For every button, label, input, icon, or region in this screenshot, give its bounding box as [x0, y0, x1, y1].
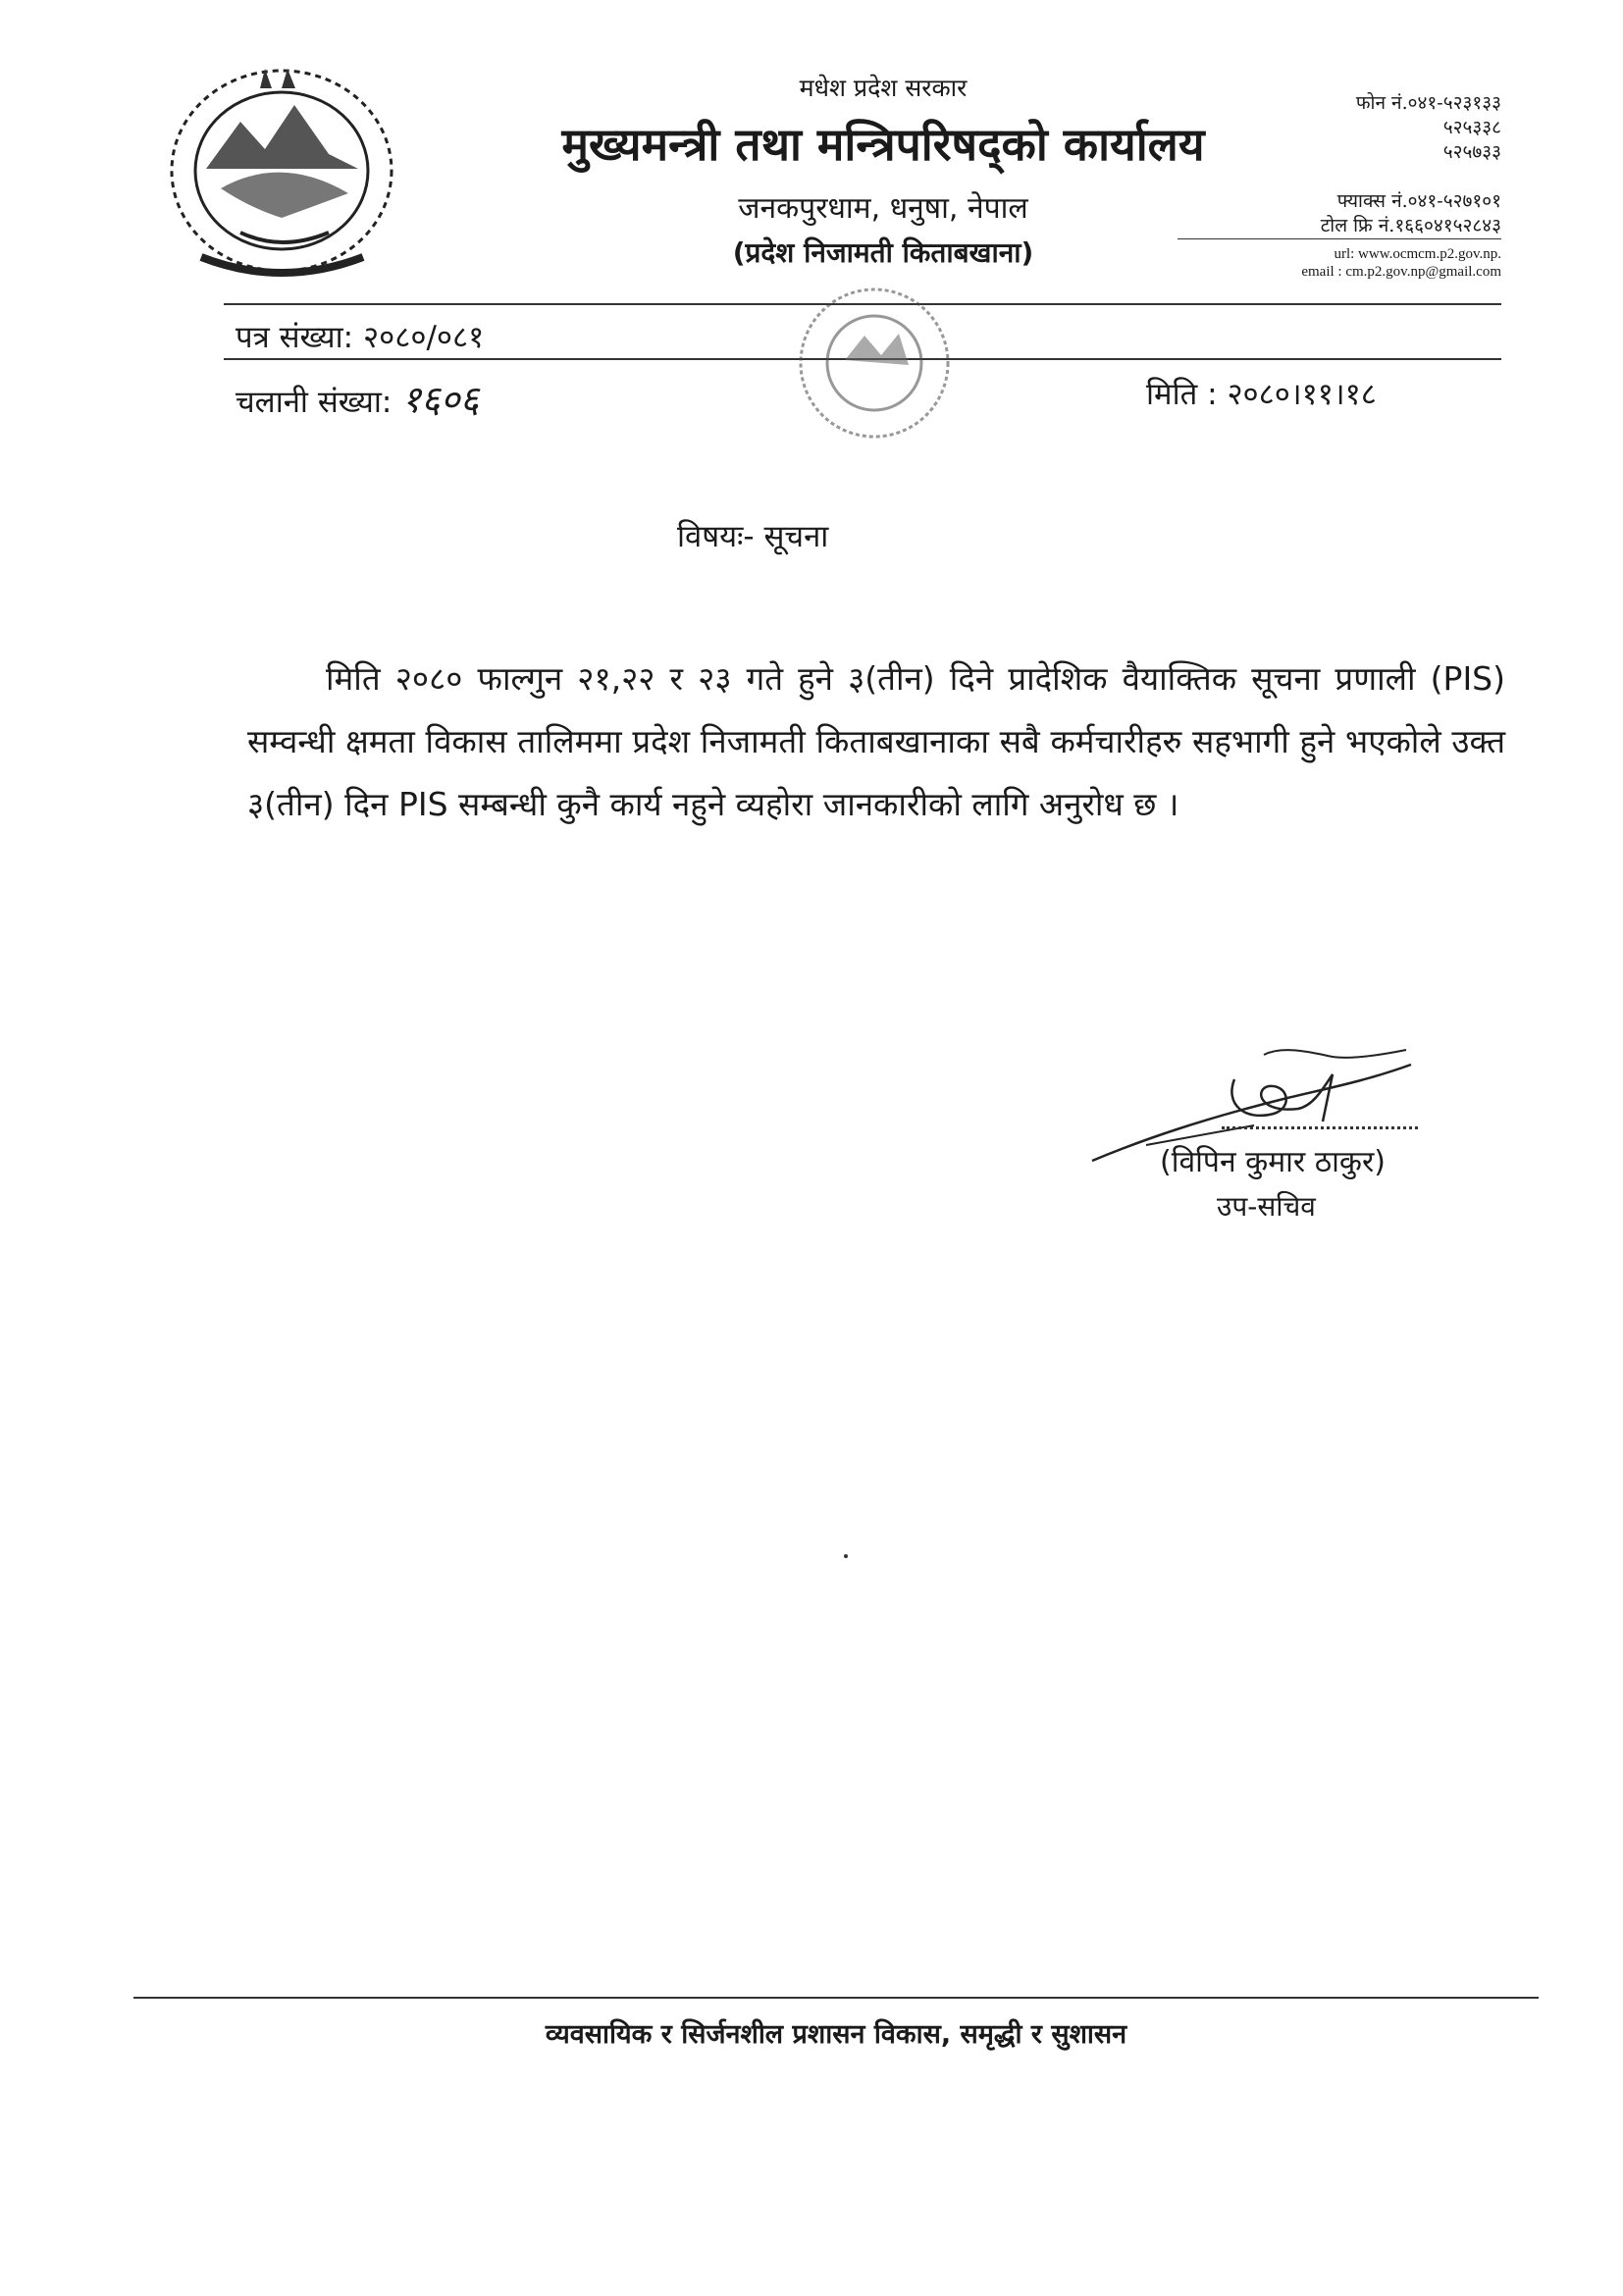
date-label: मिति : — [1146, 377, 1218, 412]
dispatch-number — [236, 373, 479, 424]
contact-block — [1178, 91, 1501, 281]
office-seal-stamp — [791, 277, 958, 448]
footer-divider — [133, 1997, 1539, 1999]
subject-line: विषयः- सूचना — [677, 519, 829, 554]
phone-number: ५२५७३३ — [1442, 141, 1501, 163]
scan-speck — [844, 1554, 848, 1558]
toll-free-number: टोल फ्रि नं.१६६०४१५२८४३ — [1178, 214, 1501, 239]
dispatch-number-value: १६०६ — [401, 378, 480, 421]
letter-number-label: पत्र संख्या: — [236, 320, 354, 355]
nepal-emblem-icon — [162, 61, 402, 282]
office-name: मुख्यमन्त्री तथा मन्त्रिपरिषद्को कार्यालय — [561, 118, 1205, 171]
signer-name: (विपिन कुमार ठाकुर) — [1160, 1145, 1386, 1179]
notice-body: मिति २०८० फाल्गुन २१,२२ र २३ गते हुने ३(तीन) दिने प्रादेशिक वैयाक्तिक सूचना प्रणाली (PIS) सम्वन्धी क्षमता विकास तालिममा प्रदेश निजामती किताबखानाका सबै कर्मचारीहरु सहभागी हुने भएकोले उक्त ३(तीन) दिन PIS सम्बन्धी कुनै कार्य नहुने व्यहोरा जानकारीको लागि अनुरोध छ । — [247, 659, 1505, 823]
fax-number: फ्याक्स नं.०४१-५२७१०१ — [1336, 190, 1501, 212]
email-address: email : cm.p2.gov.np@gmail.com — [1301, 264, 1501, 280]
government-name: मधेश प्रदेश सरकार — [799, 74, 968, 102]
letter-number — [236, 316, 484, 357]
letter-date — [1146, 373, 1377, 414]
signature-line — [1222, 1126, 1418, 1129]
date-value: २०८०।११।१८ — [1227, 377, 1377, 412]
signer-designation: उप-सचिव — [1217, 1190, 1316, 1223]
dispatch-number-label: चलानी संख्या: — [236, 385, 393, 420]
phone-number: फोन नं.०४१-५२३१३३ — [1355, 92, 1501, 114]
website-url: url: www.ocmcm.p2.gov.np. — [1334, 246, 1501, 262]
office-address: जनकपुरधाम, धनुषा, नेपाल — [738, 191, 1028, 226]
unit-name: (प्रदेश निजामती किताबखाना) — [732, 236, 1034, 269]
footer-slogan: व्यवसायिक र सिर्जनशील प्रशासन विकास, समृद्धी र सुशासन — [545, 2019, 1127, 2050]
phone-number: ५२५३३८ — [1442, 117, 1501, 138]
letter-number-value: २०८०/०८१ — [362, 320, 485, 355]
